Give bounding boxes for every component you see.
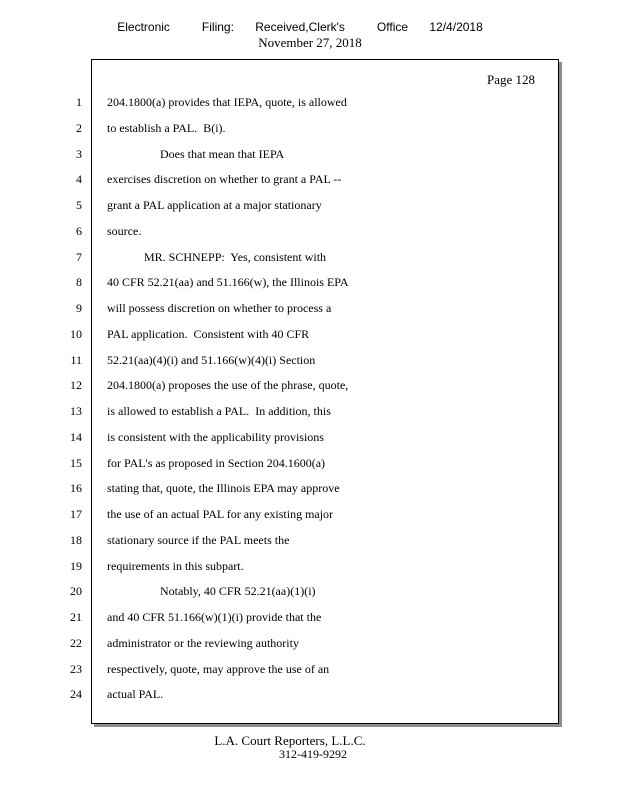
line-number: 12: [70, 378, 82, 393]
transcript-line: respectively, quote, may approve the use of an: [107, 661, 330, 676]
transcript-line: is consistent with the applicability provisions: [107, 429, 324, 444]
line-number: 11: [70, 352, 82, 367]
transcript-line: stationary source if the PAL meets the: [107, 532, 290, 547]
line-number: 5: [76, 198, 82, 212]
footer-company: L.A. Court Reporters, L.L.C.: [214, 733, 366, 748]
line-number: 9: [76, 301, 82, 315]
line-number: 6: [76, 223, 82, 238]
line-number: 8: [76, 275, 82, 290]
line-number: 15: [70, 455, 82, 470]
line-number: 18: [70, 532, 82, 547]
transcript-line: the use of an actual PAL for any existing major: [107, 507, 334, 521]
transcript-line: and 40 CFR 51.166(w)(1)(i) provide that the: [107, 610, 322, 624]
line-number: 7: [76, 249, 82, 264]
transcript-line: 204.1800(a) proposes the use of the phrase, quote,: [107, 378, 349, 393]
filing-stamp: Electronic Filing: Received,Clerk's Office 12/4/2018: [117, 20, 483, 34]
line-number: 13: [70, 404, 82, 418]
transcript-line: administrator or the reviewing authority: [107, 635, 299, 650]
transcript-line: to establish a PAL. B(i).: [107, 120, 226, 135]
page-number: Page 128: [486, 72, 535, 87]
transcript-line: will possess discretion on whether to process a: [107, 301, 332, 315]
transcript-line: is allowed to establish a PAL. In addition, this: [107, 404, 331, 418]
line-number: 10: [70, 326, 82, 341]
transcript-line: stating that, quote, the Illinois EPA may approve: [107, 481, 340, 496]
transcript-line: for PAL's as proposed in Section 204.1600(a): [107, 455, 326, 470]
line-number: 1: [76, 95, 82, 109]
transcript-line: 204.1800(a) provides that IEPA, quote, is allowed: [107, 95, 347, 109]
line-number: 16: [70, 481, 82, 496]
transcript-line: source.: [107, 223, 142, 238]
transcript-line: MR. SCHNEPP: Yes, consistent with: [144, 249, 327, 264]
hearing-date: November 27, 2018: [258, 35, 362, 50]
transcript-line: exercises discretion on whether to grant a PAL --: [107, 172, 342, 187]
line-number: 3: [76, 146, 82, 161]
transcript-line: Does that mean that IEPA: [160, 146, 285, 161]
transcript-line: Notably, 40 CFR 52.21(aa)(1)(i): [160, 584, 316, 599]
transcript-line: PAL application. Consistent with 40 CFR: [107, 326, 310, 341]
line-number: 24: [70, 687, 82, 702]
transcript-line: actual PAL.: [107, 687, 164, 702]
line-number: 23: [70, 661, 82, 676]
footer-phone: 312-419-9292: [279, 747, 347, 761]
transcript-line: 52.21(aa)(4)(i) and 51.166(w)(4)(i) Section: [107, 352, 316, 367]
line-number: 20: [70, 584, 82, 599]
transcript-line: grant a PAL application at a major stationary: [107, 198, 322, 212]
line-number: 14: [70, 429, 82, 444]
line-number: 21: [70, 610, 82, 624]
transcript-line: requirements in this subpart.: [107, 558, 244, 573]
line-number: 19: [70, 558, 82, 573]
line-number: 4: [76, 172, 82, 187]
line-number: 17: [70, 507, 82, 521]
line-number: 2: [76, 120, 82, 135]
transcript-line: 40 CFR 52.21(aa) and 51.166(w), the Illinois EPA: [107, 275, 349, 290]
line-number: 22: [70, 635, 82, 650]
